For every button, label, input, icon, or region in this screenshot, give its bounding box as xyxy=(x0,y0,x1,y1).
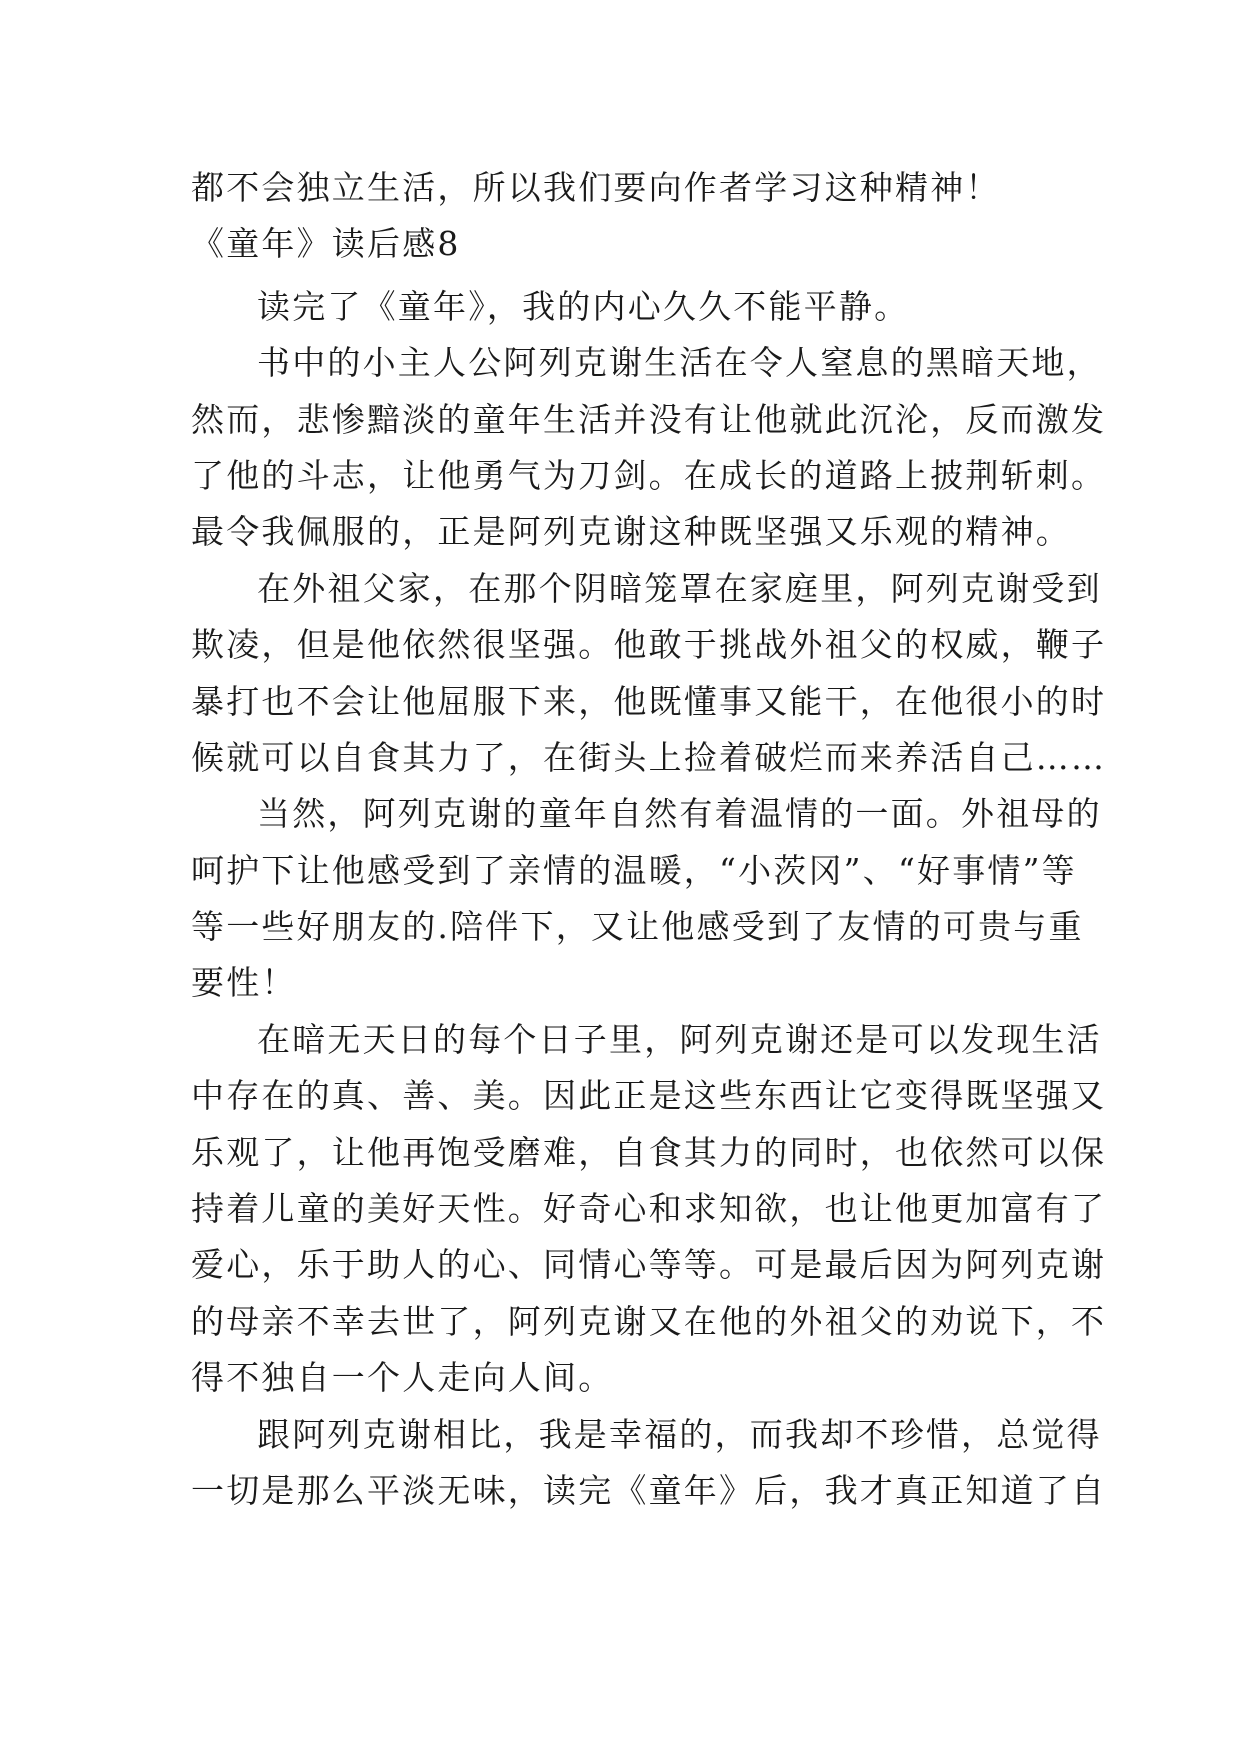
body-line: 爱心，乐于助人的心、同情心等等。可是最后因为阿列克谢 xyxy=(191,1245,1107,1285)
essay-body xyxy=(191,160,1107,1519)
body-line: 最令我佩服的，正是阿列克谢这种既坚强又乐观的精神。 xyxy=(191,512,1071,552)
body-line: 都不会独立生活，所以我们要向作者学习这种精神！ xyxy=(191,168,1001,207)
body-line: 一切是那么平淡无味，读完《童年》后，我才真正知道了自 xyxy=(191,1470,1107,1510)
paragraph-start-line: 跟阿列克谢相比，我是幸福的，而我却不珍惜，总觉得 xyxy=(257,1414,1102,1454)
body-line: 欺凌，但是他依然很坚强。他敢于挑战外祖父的权威，鞭子 xyxy=(191,625,1107,665)
body-line: 候就可以自食其力了，在街头上捡着破烂而来养活自己…… xyxy=(191,737,1107,777)
paragraph-start-line: 当然，阿列克谢的童年自然有着温情的一面。外祖母的 xyxy=(257,794,1102,834)
body-line: 暴打也不会让他屈服下来，他既懂事又能干，在他很小的时 xyxy=(191,681,1107,721)
essay-heading: 《童年》读后感8 xyxy=(191,224,461,264)
body-line: 等一些好朋友的.陪伴下，又让他感受到了友情的可贵与重 xyxy=(191,907,1084,947)
paragraph-start-line: 读完了《童年》，我的内心久久不能平静。 xyxy=(257,286,910,326)
body-line: 得不独自一个人走向人间。 xyxy=(191,1358,614,1398)
body-line: 中存在的真、善、美。因此正是这些东西让它变得既坚强又 xyxy=(191,1076,1107,1116)
body-line: 乐观了，让他再饱受磨难，自食其力的同时，也依然可以保 xyxy=(191,1132,1107,1172)
paragraph-start-line: 在外祖父家，在那个阴暗笼罩在家庭里，阿列克谢受到 xyxy=(257,568,1102,608)
paragraph-start-line: 书中的小主人公阿列克谢生活在令人窒息的黑暗天地， xyxy=(257,343,1102,383)
body-line: 然而，悲惨黯淡的童年生活并没有让他就此沉沦，反而激发 xyxy=(191,399,1107,439)
paragraph-start-line: 在暗无天日的每个日子里，阿列克谢还是可以发现生活 xyxy=(257,1019,1102,1059)
body-line: 呵护下让他感受到了亲情的温暖，“小茨冈”、“好事情”等 xyxy=(191,850,1077,890)
body-line: 持着儿童的美好天性。好奇心和求知欲，也让他更加富有了 xyxy=(191,1189,1107,1229)
body-line: 的母亲不幸去世了，阿列克谢又在他的外祖父的劝说下，不 xyxy=(191,1301,1107,1341)
body-line: 要性！ xyxy=(191,963,297,1003)
body-line: 了他的斗志，让他勇气为刀剑。在成长的道路上披荆斩刺。 xyxy=(191,455,1107,495)
